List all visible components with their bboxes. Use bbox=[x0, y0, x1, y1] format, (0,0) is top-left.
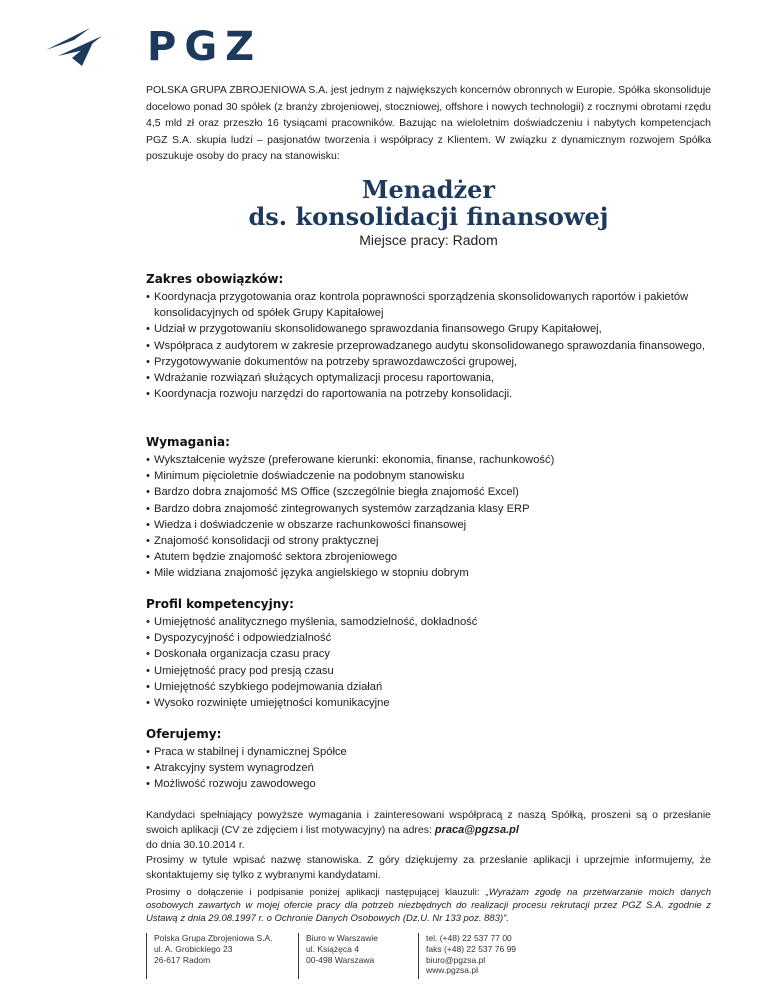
list-item: • Wykształcenie wyższe (preferowane kierunki: ekonomia, finanse, rachunkowość) bbox=[146, 452, 726, 468]
clause-intro: Prosimy o dołączenie i podpisanie poniżej aplikacji następującej klauzuli: bbox=[146, 887, 486, 898]
footer-line: Biuro w Warszawie bbox=[306, 933, 378, 943]
profile-section bbox=[146, 596, 726, 711]
application-info bbox=[146, 808, 711, 883]
list-item: • Dyspozycyjność i odpowiedzialność bbox=[146, 630, 726, 646]
gdpr-clause bbox=[146, 886, 711, 925]
list-item: • Minimum pięcioletnie doświadczenie na podobnym stanowisku bbox=[146, 468, 726, 484]
offer-heading: Oferujemy: bbox=[146, 727, 222, 741]
list-item: • Możliwość rozwoju zawodowego bbox=[146, 776, 726, 792]
pgz-logo-text: PGZ bbox=[147, 24, 263, 70]
list-item: • Znajomość konsolidacji od strony praktycznej bbox=[146, 533, 726, 549]
application-instructions bbox=[146, 808, 711, 838]
footer-fax: faks (+48) 22 537 76 99 bbox=[426, 943, 517, 954]
requirements-heading: Wymagania: bbox=[146, 435, 230, 449]
profile-list bbox=[146, 614, 726, 711]
job-title-line-2: ds. konsolidacji finansowej bbox=[248, 202, 609, 231]
list-item: • Udział w przygotowaniu skonsolidowanego sprawozdania finansowego Grupy Kapitałowej, bbox=[146, 321, 726, 337]
footer-line: Polska Grupa Zbrojeniowa S.A. bbox=[154, 933, 273, 943]
footer-contact bbox=[418, 933, 516, 979]
list-item: • Doskonała organizacja czasu pracy bbox=[146, 646, 726, 662]
footer-phone: tel. (+48) 22 537 77 00 bbox=[426, 933, 512, 943]
list-item: • Koordynacja przygotowania oraz kontrola poprawności sporządzenia skonsolidowanych raportów i pakietów konsolidacyjnych od spółek Grupy Kapitałowej bbox=[146, 289, 726, 321]
list-item: • Bardzo dobra znajomość zintegrowanych systemów zarządzania klasy ERP bbox=[146, 501, 726, 517]
clause-quote: „Wyrażam zgodę na przetwarzanie moich danych osobowych zawartych w mojej ofercie pracy dla potrzeb niezbędnych do realizacji procesu rekrutacji przez PGZ S.A. zgodnie z Ustawą z dnia 29.08.1997 r. o Ochronie Danych Osobowych (Dz.U. Nr 133 poz. 883)”. bbox=[146, 887, 711, 924]
duties-list bbox=[146, 289, 726, 402]
application-deadline: do dnia 30.10.2014 r. bbox=[146, 839, 245, 851]
duties-heading: Zakres obowiązków: bbox=[146, 272, 284, 286]
footer-website-link[interactable]: www.pgzsa.pl bbox=[426, 965, 478, 976]
requirements-section bbox=[146, 434, 726, 582]
list-item: • Umiejętność szybkiego podejmowania działań bbox=[146, 679, 726, 695]
offer-list bbox=[146, 744, 726, 793]
footer-headquarters bbox=[146, 933, 273, 979]
job-title-line-1: Menadżer bbox=[361, 175, 496, 204]
footer-line: ul. A. Grobickiego 23 bbox=[154, 943, 233, 954]
list-item: • Wdrażanie rozwiązań służących optymalizacji procesu raportowania, bbox=[146, 370, 726, 386]
job-location: Miejsce pracy: Radom bbox=[359, 232, 498, 248]
list-item: • Mile widziana znajomość języka angielskiego w stopniu dobrym bbox=[146, 565, 726, 581]
duties-section bbox=[146, 271, 726, 402]
application-text: Kandydaci spełniający powyższe wymagania i zainteresowani współpracą z naszą Spółką, proszeni są o przesłanie swoich aplikacji (CV ze zdjęciem i list motywacyjny) na adres: bbox=[146, 809, 711, 836]
offer-section bbox=[146, 726, 726, 793]
pgz-logo-mark-icon bbox=[44, 26, 144, 76]
list-item: • Atutem będzie znajomość sektora zbrojeniowego bbox=[146, 549, 726, 565]
job-title bbox=[146, 176, 711, 230]
application-email-link[interactable]: praca@pgzsa.pl bbox=[434, 824, 519, 836]
list-item: • Praca w stabilnej i dynamicznej Spółce bbox=[146, 744, 726, 760]
company-intro: POLSKA GRUPA ZBROJENIOWA S.A. jest jednym z największych koncernów obronnych w Europie. Spółka skonsoliduje docelowo ponad 30 spółek (z branży zbrojeniowej, stoczniowej, offshore i nowych technologii) z rocznymi obrotami rzędu 4,5 mld zł oraz przeszło 16 tysiącami pracowników. Bazując na wieloletnim doświadczeniu i nabytych kompetencjach PGZ S.A. skupia ludzi – pasjonatów tworzenia i współpracy z Klientem. W związku z dynamicznym rozwojem Spółka poszukuje osoby do pracy na stanowisku: bbox=[146, 84, 711, 162]
list-item: • Współpraca z audytorem w zakresie przeprowadzanego audytu skonsolidowanego sprawozdania finansowego, bbox=[146, 338, 726, 354]
pgz-logo bbox=[44, 24, 263, 76]
list-item: • Wysoko rozwinięte umiejętności komunikacyjne bbox=[146, 695, 726, 711]
list-item: • Umiejętność pracy pod presją czasu bbox=[146, 663, 726, 679]
list-item: • Koordynacja rozwoju narzędzi do raportowania na potrzeby konsolidacji. bbox=[146, 386, 726, 402]
requirements-list bbox=[146, 452, 726, 582]
footer-warsaw-office bbox=[298, 933, 378, 979]
footer-line: ul. Książęca 4 bbox=[306, 943, 359, 954]
list-item: • Atrakcyjny system wynagrodzeń bbox=[146, 760, 726, 776]
footer bbox=[146, 933, 711, 983]
list-item: • Przygotowywanie dokumentów na potrzeby sprawozdawczości grupowej, bbox=[146, 354, 726, 370]
footer-email-link[interactable]: biuro@pgzsa.pl bbox=[426, 954, 486, 965]
footer-line: 00-498 Warszawa bbox=[306, 954, 375, 965]
list-item: • Umiejętność analitycznego myślenia, samodzielność, dokładność bbox=[146, 614, 726, 630]
list-item: • Bardzo dobra znajomość MS Office (szczególnie biegła znajomość Excel) bbox=[146, 484, 726, 500]
list-item: • Wiedza i doświadczenie w obszarze rachunkowości finansowej bbox=[146, 517, 726, 533]
profile-heading: Profil kompetencyjny: bbox=[146, 597, 294, 611]
application-note: Prosimy w tytule wpisać nazwę stanowiska. Z góry dziękujemy za przesłanie aplikacji i uprzejmie informujemy, że skontaktujemy się tylko z wybranymi kandydatami. bbox=[146, 854, 711, 881]
footer-line: 26-617 Radom bbox=[154, 954, 211, 965]
